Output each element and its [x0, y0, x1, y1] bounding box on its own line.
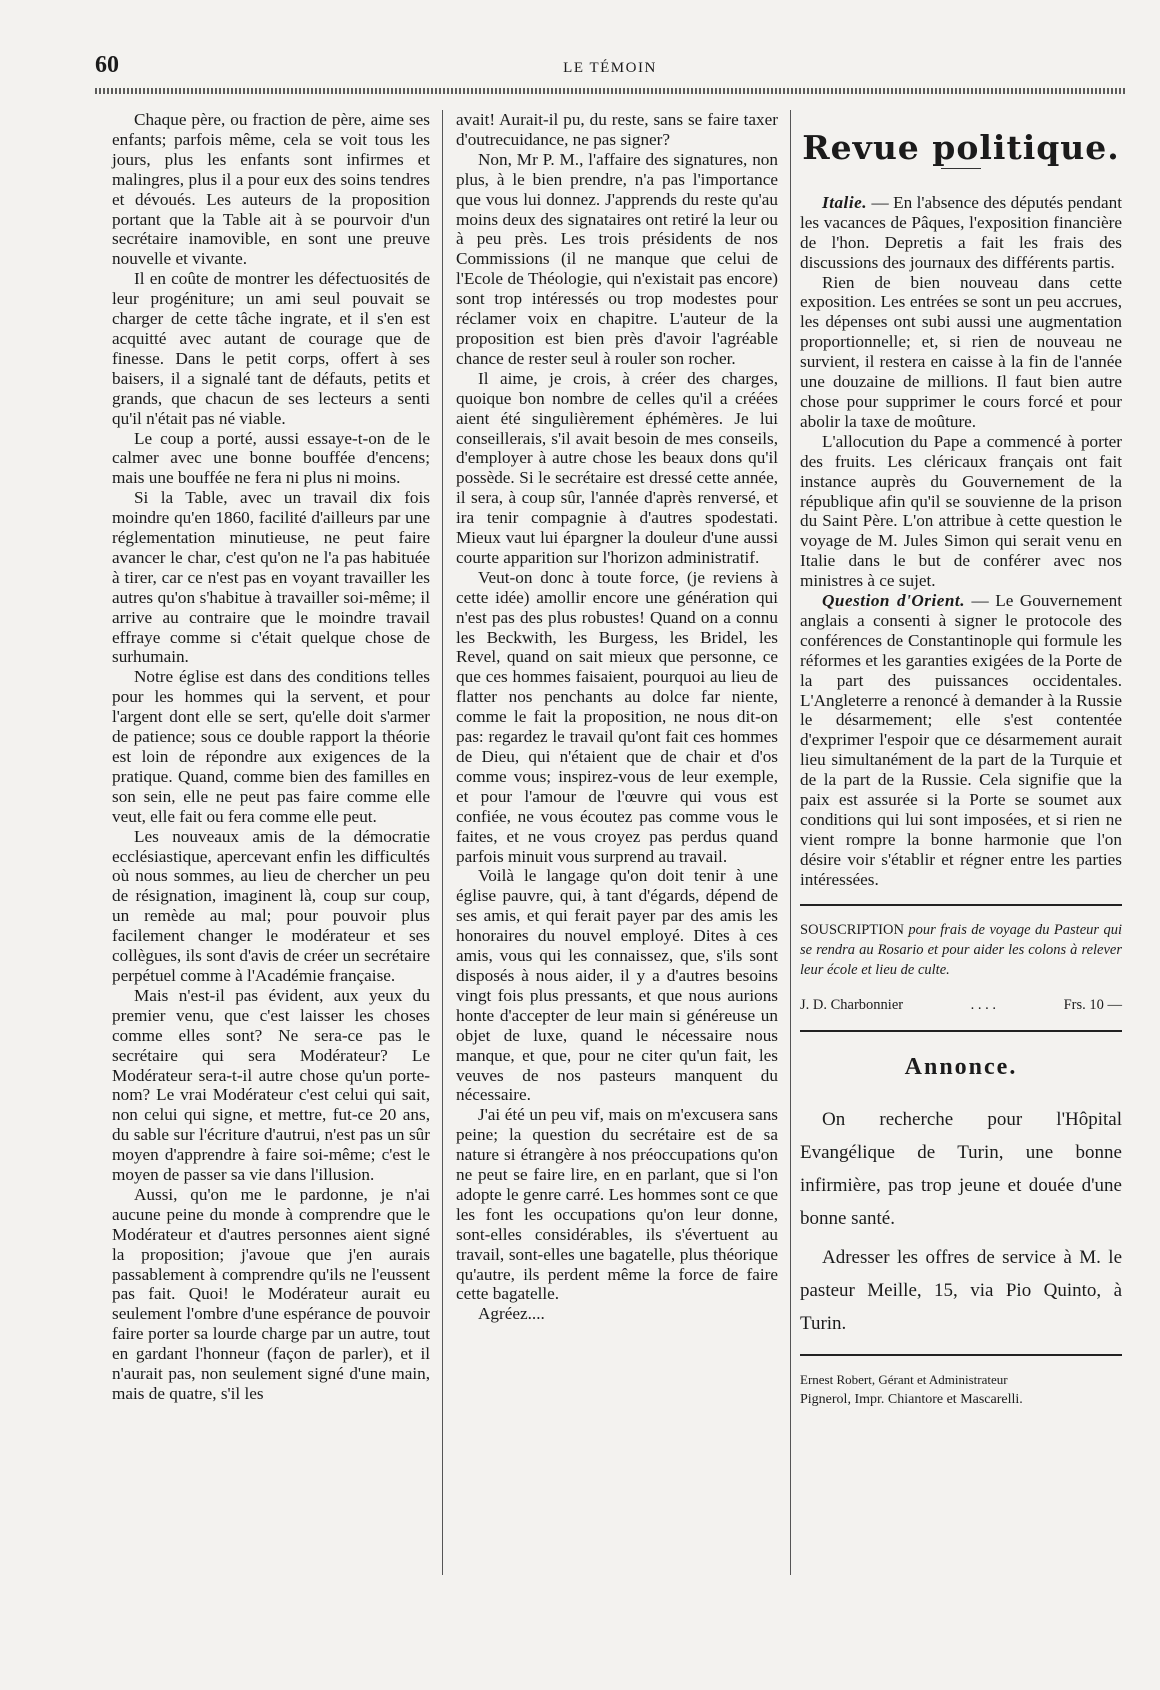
section-divider: [800, 904, 1122, 906]
amount: Frs. 10 —: [1063, 996, 1122, 1013]
paragraph-italie: [800, 193, 1122, 273]
annonce-address: Adresser les offres de service à M. le pasteur Meille, 15, via Pio Quinto, à Turin.: [800, 1247, 1122, 1335]
paragraph: Les nouveaux amis de la démocratie ecclésiastique, apercevant enfin les difficultés où nous sommes, au lieu de chercher un peu de résignation, imaginent là, coup sur coup, un remède au mal; pour pouvoir plus facilement changer le modérateur et ses collègues, ils sont d'avis de créer un secrétaire perpétuel comme à l'Académie française.: [112, 826, 430, 985]
paragraph: Agréez....: [478, 1304, 545, 1324]
paragraph: Il en coûte de montrer les défectuosités de leur progéniture; un ami seul pouvait se charger de cette tâche ingrate, et il s'en est acquitté avec autant de courage que de finesse. Dans le petit corps, offert à ses baisers, il a signalé tant de défauts, petits et grands, que chacun de ses lecteurs a senti qu'il n'était pas né viable.: [112, 269, 430, 428]
paragraph: Le coup a porté, aussi essaye-t-on de le calmer avec une bonne bouffée d'encens; mais une bouffée ne fera ni plus ni moins.: [112, 428, 430, 488]
title-rule: [941, 168, 981, 169]
souscription-label: SOUSCRIPTION: [800, 921, 904, 938]
paragraph: Voilà le langage qu'on doit tenir à une église pauvre, qui, à tant d'égards, dépend de ses amis, et qui ferait payer par des amis les honoraires du nouvel employé. Dites à ces amis, vous qui les connaissez, que, s'ils sont disposés à nous aider, il y a d'autres besoins vingt fois plus pressants, et que nous aurions honte d'accepter de leur main si généreuse un objet de luxe, quand le nécessaire nous manque, et que, pour ne citer qu'un fait, les veuves de nos pasteurs manquent du nécessaire.: [456, 866, 778, 1105]
kicker-italie: Italie.: [822, 192, 868, 212]
kicker-orient: Question d'Orient.: [822, 591, 966, 611]
souscription-notice: [800, 920, 1122, 980]
section-divider: [800, 1030, 1122, 1032]
paragraph: Il aime, je crois, à créer des charges, quoique bon nombre de celles qu'il a créées aient été singulièrement éphémères. Je lui conseillerais, s'il avait besoin de mes conseils, d'employer à autre chose les beaux dons qu'il possède. Si le secrétaire est dressé cette année, il sera, à coup sûr, l'année d'après renversé, et ira tenir compagnie à d'autres spodestati. Mieux vaut lui épargner la douleur d'une aussi courte apparition sur l'horizon administratif.: [456, 368, 778, 567]
paragraph: J'ai été un peu vif, mais on m'excusera sans peine; la question du secrétaire est de sa nature si étrangère à nos préoccupations qu'on ne peut se faire lire, en en parlant, que si l'on adopte le genre carré. Les hommes sont ce que les font les occupations qu'on leur donne, sont-elles considérables, ils s'évertuent au travail, sont-elles une bagatelle, plus théorique qu'autre, ils perdent même la force de faire cette bagatelle.: [456, 1105, 778, 1304]
souscription-text: pour frais de voyage du Pasteur qui se rendra au Rosario et pour aider les colons à relever leur école et lieu de culte.: [800, 921, 1123, 978]
gerant-line: Ernest Robert, Gérant et Administrateur: [800, 1372, 1008, 1388]
leader-dots: . . . .: [970, 996, 997, 1013]
section-title: Revue politique.: [802, 128, 1120, 167]
paragraph: Notre église est dans des conditions telles pour les hommes qui la servent, et pour l'argent dont elle se sert, qu'elle doit s'armer de patience; sous ce double rapport la théorie est loin de répondre aux exigences de la pratique. Quand, comme bien des familles en son sein, elle ne peut pas faire comme elle veut, elle fait ou fera comme elle peut.: [112, 667, 430, 826]
paragraph: Veut-on donc à toute force, (je reviens à cette idée) amollir encore une génération qui n'est pas des plus robustes! Quand on a connu les Beckwith, les Burgess, les Bridel, les Revel, quand on sait mieux que personne, ce que ces hommes faisaient, pourquoi au lieu de flatter nos penchants au dolce far niente, comme le fait la proposition, ne nous dit-on pas: regardez le travail qu'ont fait ces hommes de Dieu, qui n'étaient que de chair et d'os comme vous; inspirez-vous de leur exemple, et pour l'amour de l'œuvre qui vous est confiée, ne vous écoutez pas comme vous le faites, et ne vous croyez pas perdus quand parfois minuit vous surprend au travail.: [456, 567, 778, 866]
paragraph: Rien de bien nouveau dans cette exposition. Les entrées se sont un peu accrues, les dépenses ont subi aussi une augmentation proportionnelle; et, si rien de nouveau ne survient, il restera en caisse à la fin de l'année une douzaine de millions. Il faut bien autre chose pour supprimer le cours forcé et pour abolir la taxe de moûture.: [800, 272, 1122, 431]
paragraph: Aussi, qu'on me le pardonne, je n'ai aucune peine du monde à comprendre que le Modérateur et d'autres personnes aient signé la proposition; j'avoue que j'en aurais passablement à comprendre qu'ils ne l'eussent pas fait. Quoi! le Modérateur aurait eu seulement l'ombre d'une espérance de pouvoir faire porter sa lourde charge par un autre, tout en gardant l'honneur (façon de parler), et il n'aurait pas, non seulement signé d'une main, mais de quatre, s'il les: [112, 1184, 430, 1403]
column-divider: [442, 110, 443, 1575]
donor-name: J. D. Charbonnier: [800, 996, 904, 1013]
paragraph: Si la Table, avec un travail dix fois moindre qu'en 1860, facilité d'ailleurs par une réglementation minutieuse, ne peut faire avancer le char, c'est qu'on ne l'a pas habituée à tirer, car ce n'est pas en voyant travailler les autres qu'on s'habitue à travailler soi-même; il arrive au contraire que le moindre travail effraye comme si c'était quelque chose de surhumain.: [112, 488, 430, 667]
italie-text: — En l'absence des députés pendant les vacances de Pâques, l'exposition financière de l'hon. Depretis a fait les frais des discussions des journaux des différents partis.: [800, 192, 1122, 272]
annonce-title: Annonce.: [904, 1053, 1018, 1080]
annonce-text: On recherche pour l'Hôpital Evangélique de Turin, une bonne infirmière, pas trop jeune et douée d'une bonne santé.: [800, 1109, 1122, 1230]
column-right: [800, 110, 1122, 1410]
paragraph: avait! Aurait-il pu, du reste, sans se faire taxer d'outrecuidance, ne pas signer?: [456, 110, 778, 149]
column-left: [112, 110, 430, 1404]
running-title: LE TÉMOIN: [563, 60, 657, 76]
subscription-entry: [800, 996, 1122, 1016]
paragraph-orient: [800, 591, 1122, 890]
paragraph: Mais n'est-il pas évident, aux yeux du premier venu, que c'est laisser les choses comme elles sont? Ne sera-ce pas le secrétaire qui sera Modérateur? Le Modérateur sera-t-il autre chose qu'un porte-nom? Le vrai Modérateur c'est celui qui sait, non celui qui signe, et mettre, fut-ce 20 ans, du sable sur l'écriture d'autrui, n'est pas un sûr moyen d'apprendre à faire soi-même; c'est le moyen de passer sa vie dans l'illusion.: [112, 985, 430, 1185]
page-header: [95, 48, 1125, 88]
header-rule: [95, 88, 1125, 94]
section-divider: [800, 1354, 1122, 1356]
column-divider: [790, 110, 791, 1575]
paragraph: Non, Mr P. M., l'affaire des signatures, non plus, à le bien prendre, n'a pas l'importance que vous lui donnez. J'apprends du reste qu'au moins deux des signataires ont retiré la leur ou à peu près. Les trois présidents de nos Commissions (il ne manque que celui de l'Ecole de Théologie, qui n'existait pas encore) sont trop intéressés ou trop modestes pour réclamer voix en chapitre. L'auteur de la proposition est bien près d'avoir l'agréable chance de rester seul à rouler son rocher.: [456, 149, 778, 368]
page-number: 60: [95, 52, 119, 78]
paragraph: Chaque père, ou fraction de père, aime ses enfants; parfois même, cela se voit tous les jours, plus les enfants sont infirmes et malingres, plus il a pour eux des soins tendres et dévoués. Les auteurs de la proposition portant que la Table ait à se pourvoir d'un secrétaire inamovible, en sont une preuve nouvelle et vivante.: [112, 110, 430, 269]
orient-text: — Le Gouvernement anglais a consenti à signer le protocole des conférences de Constantinople qui formule les réformes et les garanties exigées de la Porte de la part des puissances occidentales. L'Angleterre a renoncé à demander à la Russie le désarmement; elle s'est contentée d'exprimer l'espoir que ce désarmement aurait lieu simultanément de la part de la Turquie et de la part de la Russie. Cela signifie que la paix est assurée si la Porte se soumet aux conditions qui lui sont imposées, et si rien ne vient rompre la bonne harmonie que l'on désire voir s'établir et régner entre les parties intéressées.: [800, 591, 1123, 889]
printer-line: Pignerol, Impr. Chiantore et Mascarelli.: [800, 1392, 1023, 1408]
paragraph: L'allocution du Pape a commencé à porter des fruits. Les cléricaux français ont fait instance auprès du Gouvernement de la république afin qu'il se souvienne de la prison du Saint Père. L'on attribue à cette question le voyage de M. Jules Simon qui serait venu en Italie dans le but de conférer avec nos ministres à ce sujet.: [800, 431, 1122, 591]
column-middle: [456, 110, 778, 1324]
